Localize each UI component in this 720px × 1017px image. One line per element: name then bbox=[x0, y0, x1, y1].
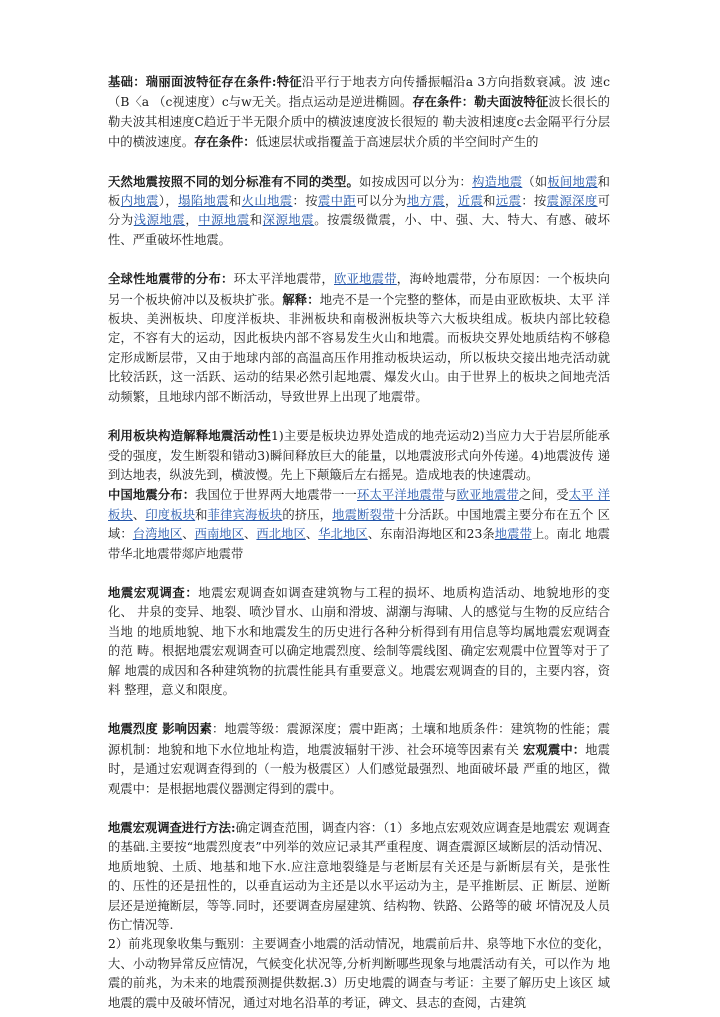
paragraph-macro-survey bbox=[108, 583, 610, 700]
text-run: 、 bbox=[244, 527, 257, 542]
term-link[interactable]: 印度板块 bbox=[145, 507, 196, 522]
text-run: 与 bbox=[444, 488, 457, 503]
term-link[interactable]: 西北地区 bbox=[256, 527, 306, 542]
term-link[interactable]: 震源深度 bbox=[546, 194, 598, 209]
text-run: ， bbox=[185, 213, 199, 228]
term-link[interactable]: 火山地震 bbox=[241, 194, 293, 209]
text-run: 、 bbox=[132, 507, 146, 522]
text-run: 可以分为 bbox=[356, 194, 407, 209]
text-run: 和 板 bbox=[108, 174, 610, 209]
text-run: 之间，受 bbox=[518, 488, 569, 503]
term-link[interactable]: 中源地震 bbox=[198, 213, 250, 228]
text-run: 波长很长的勒夫波其相速度C趋近于半无限介质中的横波速度波长很短的 勒夫波相速度c去金隔平行分层中的横波速度。 bbox=[108, 95, 610, 150]
bold-term: 利用板块构造解释地震活动性 bbox=[108, 428, 272, 444]
term-link[interactable]: 西南地区 bbox=[194, 527, 245, 542]
bold-term: 天然地震按照不同的划分标准有不同的类型。 bbox=[108, 173, 360, 189]
text-run: 2）前兆现象收集与甄别：主要调查小地震的活动情况，地震前后井、泉等地下水位的变化， 大、小动物异常反应情况，气候变化状况等,分析判断哪些现象与地震活动有关，可以作为 地震的前兆，为未来的地震预测提供数据.3）历史地震的调查与考证：主要了解历史上该区 域地震的震中及破坏情况，通过对地名沿革的考证，碑文、县志的查阅，古建筑 bbox=[108, 937, 610, 1010]
term-link[interactable]: 太平 洋板块 bbox=[108, 488, 610, 522]
text-run: 地震宏观调查如调查建筑物与工程的损坏、地质构造活动、地貌地形的变化、 井泉的变异、地裂、喷沙冒水、山崩和滑坡、湖潮与海啸、人的感觉与生物的反应结合当地 的地质地貌、地下水和地震发生的历史进行各种分析得到有用信息等均属地震宏观调查的范 畴。根据地震宏观调查可以确定地震烈度、绘制等震线图、确定宏观震中位置等对于了解 地震的成因和各种建筑物的抗震性能具有重要意义。地震宏观调查的目的，主要内容，资料 整理，意义和限度。 bbox=[108, 585, 610, 697]
bold-term: 地震宏观调查进行方法: bbox=[108, 820, 236, 835]
bold-term: 地震烈度 影响因素 bbox=[108, 721, 212, 737]
term-link[interactable]: 欧亚地震带 bbox=[334, 272, 397, 287]
text-run: 和 bbox=[249, 213, 263, 228]
text-run: ：按 bbox=[292, 194, 318, 209]
term-link[interactable]: 构造地震 bbox=[472, 174, 523, 189]
text-run: 、东南沿海地区和23条 bbox=[367, 527, 495, 542]
term-link[interactable]: 远震 bbox=[495, 194, 522, 209]
text-run: 我国位于世界两大地震带一一 bbox=[195, 488, 358, 503]
bold-term: 地震宏观调查： bbox=[108, 584, 199, 600]
term-link[interactable]: 地方震 bbox=[406, 194, 446, 209]
term-link[interactable]: 浅源地震 bbox=[133, 213, 186, 228]
text-run: 。按震级微震，小、中、强、大、特大、有感、破坏 性、严重破坏性地震。 bbox=[108, 213, 610, 247]
bold-term: 解释： bbox=[282, 291, 320, 307]
text-run: 、 bbox=[182, 527, 195, 542]
text-run: 十分活跃。中国地震主要分布在五个 区域： bbox=[108, 507, 610, 542]
text-run: ，海岭地震带，分布原因：一个板块向 另一个板块俯冲以及板块扩张。 bbox=[108, 272, 610, 307]
paragraph-plate-tectonics bbox=[108, 426, 610, 485]
term-link[interactable]: 菲律宾海板块 bbox=[207, 507, 283, 522]
text-run: 确定调查范围，调查内容：（1）多地点宏观效应调查是地震宏 观调查的基础.主要按“地震烈度表”中列举的效应记录其严重程度、调查震源区域断层的活动情况、地质地貌、土质、地基和地下水.应注意地裂缝是与老断层有关还是与新断层有关，是张性的、压性的还是扭性的，以垂直运动为主还是以水平运动为主，是平推断层、正 断层、逆断层还是逆掩断层，等等.同时，还要调查房屋建筑、结构物、铁路、公路等的破 坏情况及人员伤亡情况等. bbox=[108, 821, 611, 933]
bold-term: 中国地震分布： bbox=[108, 487, 196, 503]
bold-term: 勒夫面波特征 bbox=[474, 94, 549, 110]
term-link[interactable]: 深源地震 bbox=[262, 213, 315, 228]
text-run: 和 bbox=[483, 194, 496, 209]
text-run: 沿平行于地表方向传播振幅沿a 3方向指数衰减。波 速c（B〈a （c视速度）c与w无关。指点运动是逆进椭圆。 bbox=[108, 75, 610, 110]
paragraph-china-distribution bbox=[108, 485, 610, 564]
text-run: ：地震等级：震源深度；震中距离；土壤和地质条件：建筑物的性能；震源机制：地貌和地下水位地址构造，地震波辐射干涉、社会环境等因素有关 bbox=[108, 722, 610, 757]
text-run: 上。南北 地震带华北地震带郯庐地震带 bbox=[108, 527, 610, 561]
bold-term: 宏观震中： bbox=[522, 741, 586, 757]
term-link[interactable]: 华北地区 bbox=[318, 527, 368, 542]
text-run: 的挤压， bbox=[282, 507, 333, 522]
text-run: ）， bbox=[158, 194, 179, 209]
text-run: 和 bbox=[195, 507, 208, 522]
term-link[interactable]: 近震 bbox=[457, 194, 484, 209]
paragraph-rayleigh-love-waves bbox=[108, 72, 610, 153]
text-run: 环太平洋地震带， bbox=[233, 272, 335, 287]
term-link[interactable]: 塌陷地震 bbox=[178, 194, 229, 209]
text-run: （如 bbox=[522, 174, 548, 189]
text-run: 如按成因可以分为： bbox=[359, 174, 473, 189]
term-link[interactable]: 欧亚地震带 bbox=[456, 488, 519, 503]
bold-term: 全球性地震带的分布： bbox=[108, 271, 234, 287]
term-link[interactable]: 地震带 bbox=[494, 527, 532, 542]
paragraph-global-seismic-belts bbox=[108, 269, 610, 407]
bold-term: 存在条件： bbox=[194, 134, 256, 150]
text-run: ：按 bbox=[521, 194, 547, 209]
text-run: 低速层状或指覆盖于高速层状介质的半空间时产生的 bbox=[255, 135, 539, 150]
term-link[interactable]: 地震断裂带 bbox=[332, 507, 395, 522]
term-link[interactable]: 环太平洋地震带 bbox=[357, 488, 445, 503]
text-run: 地壳不是一个完整的整体，而是由亚欧板块、太平 洋板块、美洲板块、印度洋板块、非洲板块和南极洲板块等六大板块组成。板块内部比较稳 定，不容有大的运动，因此板块内部不容易发生火山和地震。而板块交界处地质结构不够稳 定形成断层带，又由于地球内部的高温高压作用推动板块运动，所以板块交接出地壳活动就 比较活跃，这一活跃、运动的结果必然引起地震、爆发火山。由于世界上的板块之间地壳活 动频繁，且地球内部不断活动，导致世界上出现了地震带。 bbox=[108, 292, 610, 404]
paragraph-intensity-factors bbox=[108, 719, 610, 799]
paragraph-precursor-history bbox=[108, 935, 610, 1013]
text-run: ， bbox=[445, 194, 458, 209]
paragraph-survey-methods bbox=[108, 818, 610, 935]
text-run: 1)主要是板块边界处造成的地壳运动2)当应力大于岩层所能承受的强度，发生断裂和错动3)瞬间释放巨大的能量，以地震波形式向外传递。4)地震波传 递到达地表，纵波先到，横波慢。先上下颠簸后左右摇晃。造成地表的快速震动。 bbox=[108, 429, 610, 482]
bold-term: 存在条件： bbox=[412, 94, 475, 110]
term-link[interactable]: 内地震 bbox=[120, 194, 159, 209]
text-run: 和 bbox=[228, 194, 242, 209]
term-link[interactable]: 板间地震 bbox=[547, 174, 598, 189]
term-link[interactable]: 震中距 bbox=[317, 194, 357, 209]
text-run: 可 分为 bbox=[108, 194, 610, 228]
text-run: 地震时，是通过宏观调查得到的（一般为极震区）人们感觉最强烈、地面破坏最 严重的地区，微观震中：是根据地震仪器测定得到的震中。 bbox=[108, 742, 610, 796]
text-run: 、 bbox=[305, 527, 319, 542]
paragraph-earthquake-types bbox=[108, 172, 610, 251]
term-link[interactable]: 台湾地区 bbox=[132, 527, 183, 542]
bold-term: 基础：瑞丽面波特征存在条件:特征 bbox=[108, 74, 302, 89]
